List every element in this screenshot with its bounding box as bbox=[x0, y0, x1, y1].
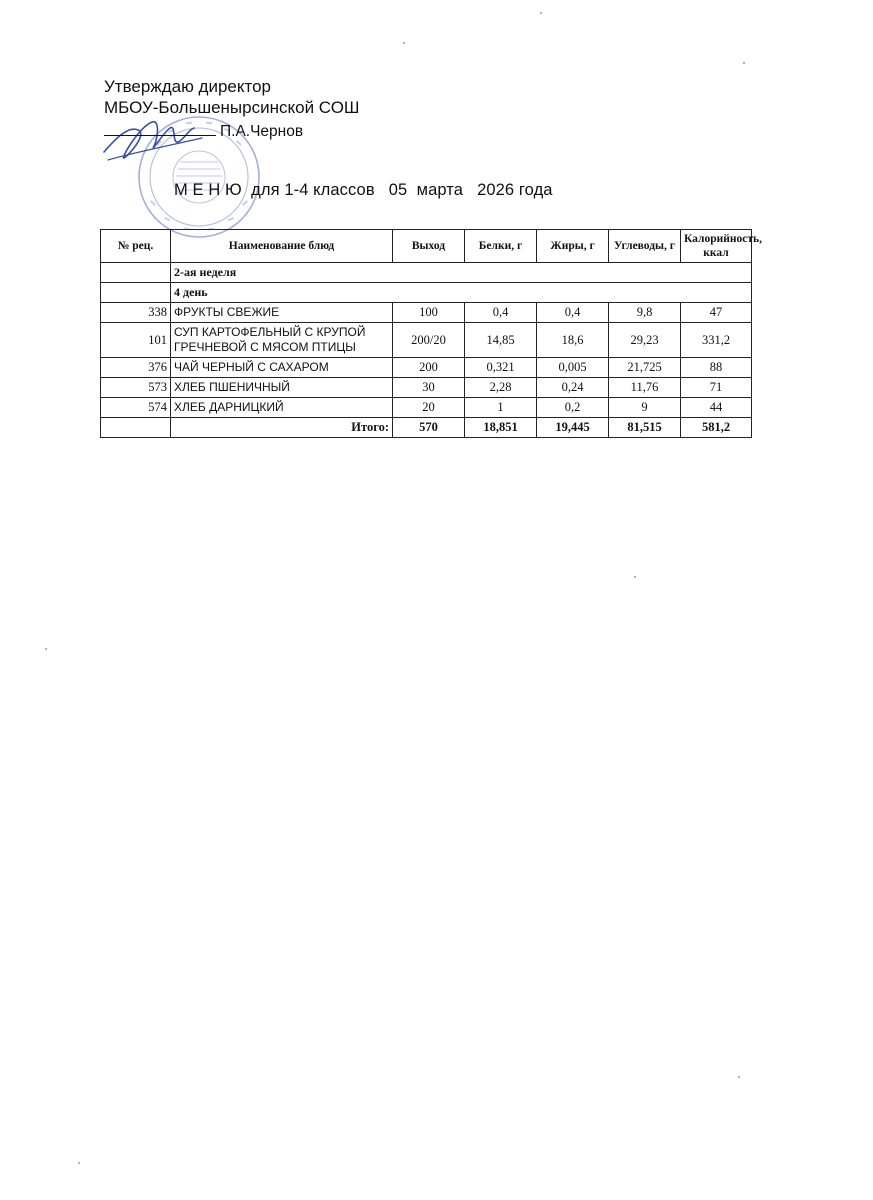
cell-name: ХЛЕБ ДАРНИЦКИЙ bbox=[171, 398, 393, 418]
day-label: 4 день bbox=[171, 283, 752, 303]
empty-cell bbox=[101, 263, 171, 283]
cell-rec: 573 bbox=[101, 378, 171, 398]
header-fat: Жиры, г bbox=[537, 230, 609, 263]
scan-speck bbox=[634, 576, 636, 578]
cell-calories: 88 bbox=[681, 358, 752, 378]
approval-block bbox=[104, 76, 360, 118]
cell-protein: 1 bbox=[465, 398, 537, 418]
cell-protein: 14,85 bbox=[465, 323, 537, 358]
director-signature bbox=[98, 108, 208, 178]
header-yield: Выход bbox=[393, 230, 465, 263]
cell-yield: 30 bbox=[393, 378, 465, 398]
cell-name: ЧАЙ ЧЕРНЫЙ С САХАРОМ bbox=[171, 358, 393, 378]
scan-speck bbox=[738, 1076, 740, 1078]
total-carbs: 81,515 bbox=[609, 418, 681, 438]
cell-carbs: 9 bbox=[609, 398, 681, 418]
table-row bbox=[101, 358, 752, 378]
cell-protein: 2,28 bbox=[465, 378, 537, 398]
cell-carbs: 29,23 bbox=[609, 323, 681, 358]
week-label: 2-ая неделя bbox=[171, 263, 752, 283]
menu-table bbox=[100, 229, 762, 438]
empty-cell bbox=[101, 283, 171, 303]
cell-calories: 44 bbox=[681, 398, 752, 418]
total-label: Итого: bbox=[171, 418, 393, 438]
cell-rec: 338 bbox=[101, 303, 171, 323]
cell-calories: 71 bbox=[681, 378, 752, 398]
table-row bbox=[101, 398, 752, 418]
header-name: Наименование блюд bbox=[171, 230, 393, 263]
table-row bbox=[101, 303, 752, 323]
header-protein: Белки, г bbox=[465, 230, 537, 263]
day-row bbox=[101, 283, 752, 303]
signature-line bbox=[104, 135, 216, 136]
cell-fat: 0,2 bbox=[537, 398, 609, 418]
cell-fat: 18,6 bbox=[537, 323, 609, 358]
table-row bbox=[101, 378, 752, 398]
total-row bbox=[101, 418, 752, 438]
cell-fat: 0,24 bbox=[537, 378, 609, 398]
header-rec: № рец. bbox=[101, 230, 171, 263]
cell-fat: 0,4 bbox=[537, 303, 609, 323]
total-yield: 570 bbox=[393, 418, 465, 438]
signer-name: П.А.Чернов bbox=[220, 123, 304, 140]
scan-speck bbox=[403, 42, 405, 44]
cell-yield: 20 bbox=[393, 398, 465, 418]
cell-rec: 101 bbox=[101, 323, 171, 358]
school-name: МБОУ-Большенырсинской СОШ bbox=[104, 98, 360, 117]
scan-speck bbox=[78, 1162, 80, 1164]
total-fat: 19,445 bbox=[537, 418, 609, 438]
total-calories: 581,2 bbox=[681, 418, 752, 438]
signature-row bbox=[104, 122, 303, 142]
menu-title: М Е Н Ю для 1-4 классов 05 марта 2026 года bbox=[174, 181, 553, 199]
cell-protein: 0,4 bbox=[465, 303, 537, 323]
approval-title: Утверждаю директор bbox=[104, 77, 272, 96]
week-row bbox=[101, 263, 752, 283]
table-header-row bbox=[101, 230, 752, 263]
cell-name: ФРУКТЫ СВЕЖИЕ bbox=[171, 303, 393, 323]
cell-name: ХЛЕБ ПШЕНИЧНЫЙ bbox=[171, 378, 393, 398]
cell-calories: 47 bbox=[681, 303, 752, 323]
cell-rec: 376 bbox=[101, 358, 171, 378]
cell-rec: 574 bbox=[101, 398, 171, 418]
cell-calories: 331,2 bbox=[681, 323, 752, 358]
total-protein: 18,851 bbox=[465, 418, 537, 438]
scan-speck bbox=[743, 62, 745, 64]
cell-carbs: 21,725 bbox=[609, 358, 681, 378]
empty-cell bbox=[101, 418, 171, 438]
header-carbs: Углеводы, г bbox=[609, 230, 681, 263]
cell-fat: 0,005 bbox=[537, 358, 609, 378]
cell-carbs: 9,8 bbox=[609, 303, 681, 323]
table-row bbox=[101, 323, 752, 358]
cell-name: СУП КАРТОФЕЛЬНЫЙ С КРУПОЙ ГРЕЧНЕВОЙ С МЯСОМ ПТИЦЫ bbox=[171, 323, 393, 358]
cell-carbs: 11,76 bbox=[609, 378, 681, 398]
cell-yield: 100 bbox=[393, 303, 465, 323]
cell-yield: 200 bbox=[393, 358, 465, 378]
cell-protein: 0,321 bbox=[465, 358, 537, 378]
scan-speck bbox=[540, 12, 542, 14]
scan-speck bbox=[45, 648, 47, 650]
header-calories: Калорийность, ккал bbox=[681, 230, 752, 263]
cell-yield: 200/20 bbox=[393, 323, 465, 358]
